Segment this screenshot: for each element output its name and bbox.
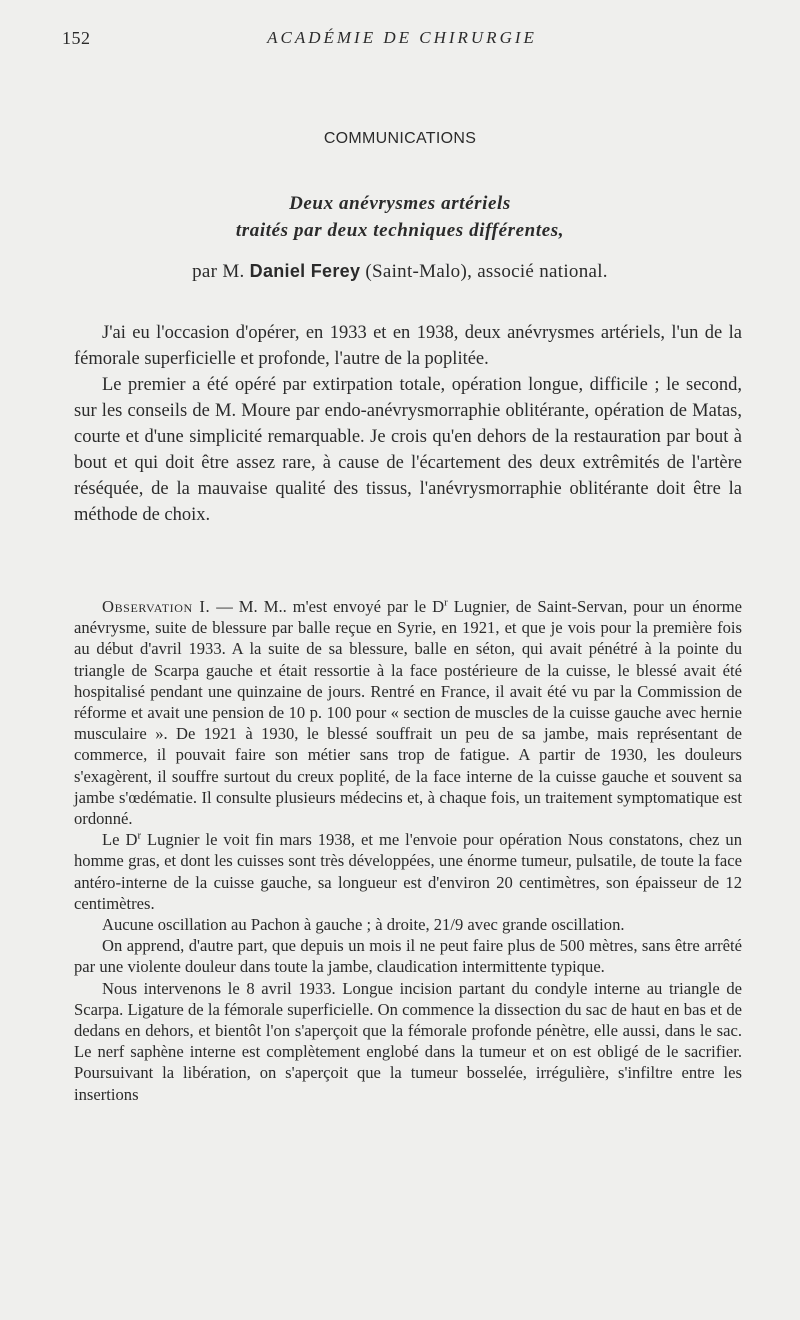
introduction [74,320,742,528]
running-header [62,28,742,52]
byline [0,261,800,283]
observation-paragraph-1 [74,596,742,829]
observation-paragraph-3: Aucune oscillation au Pachon à gauche ; à droite, 21/9 avec grande oscillation. [102,915,625,935]
observation-paragraph-5: Nous intervenons le 8 avril 1933. Longue incision partant du condyle interne au triangle de Scarpa. Ligature de la fémorale superficielle. On commence la dissection du sac de haut en bas et de dedans en dehors, et bientôt l'on s'aperçoit que la fémorale profonde pénètre, elle aussi, dans le sac. Le nerf saphène interne est complètement englobé dans la tumeur et on est obligé de le sacrifier. Poursuivant la libération, on s'aperçoit que la tumeur bosselée, irrégulière, s'infiltre entre les insertions [74,978,742,1104]
intro-paragraph-1: J'ai eu l'occasion d'opérer, en 1933 et en 1938, deux anévrysmes artériels, l'un de la fémorale superficielle et profonde, l'autre de la poplitée. [74,323,742,369]
doctor-superscript: r [137,829,142,842]
author-name: Daniel Ferey [249,261,361,281]
section-heading: COMMUNICATIONS [323,130,477,147]
byline-affiliation: (Saint-Malo), associé national. [360,261,608,282]
observation-text-2a: Le D [102,830,138,850]
page-number: 152 [62,28,91,48]
observation-label: Observation I. [102,597,211,616]
article-title-line-2: traités par deux techniques différentes, [235,220,565,241]
byline-prefix: par M. [192,261,250,282]
observation-paragraph-4: On apprend, d'autre part, que depuis un mois il ne peut faire plus de 500 mètres, sans être arrêté par une violente douleur dans toute la jambe, claudication intermittente typique. [74,936,742,977]
doctor-superscript: r [444,596,448,609]
observation-section [74,596,742,1105]
observation-text-1b: Lugnier, de Saint-Servan, pour un énorme anévrysme, suite de blessure par balle reçue en Syrie, en 1921, et que je vois pour la première fois au début d'avril 1933. A la suite de sa blessure, balle en séton, qui avait pénétré à la pointe du triangle de Scarpa gauche et était ressortie à la face postérieure de la cuisse, le blessé avait été hospitalisé pendant une quinzaine de jours. Rentré en France, il avait été vu par la Commission de réforme et avait une pension de 10 p. 100 pour « section de muscles de la cuisse gauche avec hernie musculaire ». De 1921 à 1930, le blessé souffrait un peu de sa jambe, mais représentant de commerce, il pouvait faire son métier sans trop de fatigue. A partir de 1930, les douleurs s'exagèrent, il souffre surtout du creux poplité, de la face interne de la cuisse gauche et souvent sa jambe s'œdématie. Il consulte plusieurs médecins et, à chaque fois, un traitement symptomatique est ordonné. [74,597,742,829]
article-title-line-1: Deux anévrysmes artériels [289,193,511,214]
observation-paragraph-2 [74,829,742,914]
observation-text-2b: Lugnier le voit fin mars 1938, et me l'envoie pour opération Nous constatons, chez un homme gras, et dont les cuisses sont très développées, une énorme tumeur, pulsatile, de toute la face antéro-interne de la cuisse gauche, sa longueur est d'environ 20 centimètres, son épaisseur de 12 centimètres. [74,830,742,913]
observation-text-1a: — M. M.. m'est envoyé par le D [210,597,445,616]
journal-title: ACADÉMIE DE CHIRURGIE [267,28,537,47]
article-title [0,190,800,244]
intro-paragraph-2: Le premier a été opéré par extirpation totale, opération longue, difficile ; le second, sur les conseils de M. Moure par endo-anévrysmorraphie oblitérante, opération de Matas, courte et d'une simplicité remarquable. Je crois qu'en dehors de la restauration par bout à bout et qui doit être assez rare, à cause de l'écartement des deux extrêmités de l'artère réséquée, de la mauvaise qualité des tissus, l'anévrysmorraphie oblitérante doit être la méthode de choix. [74,375,742,525]
